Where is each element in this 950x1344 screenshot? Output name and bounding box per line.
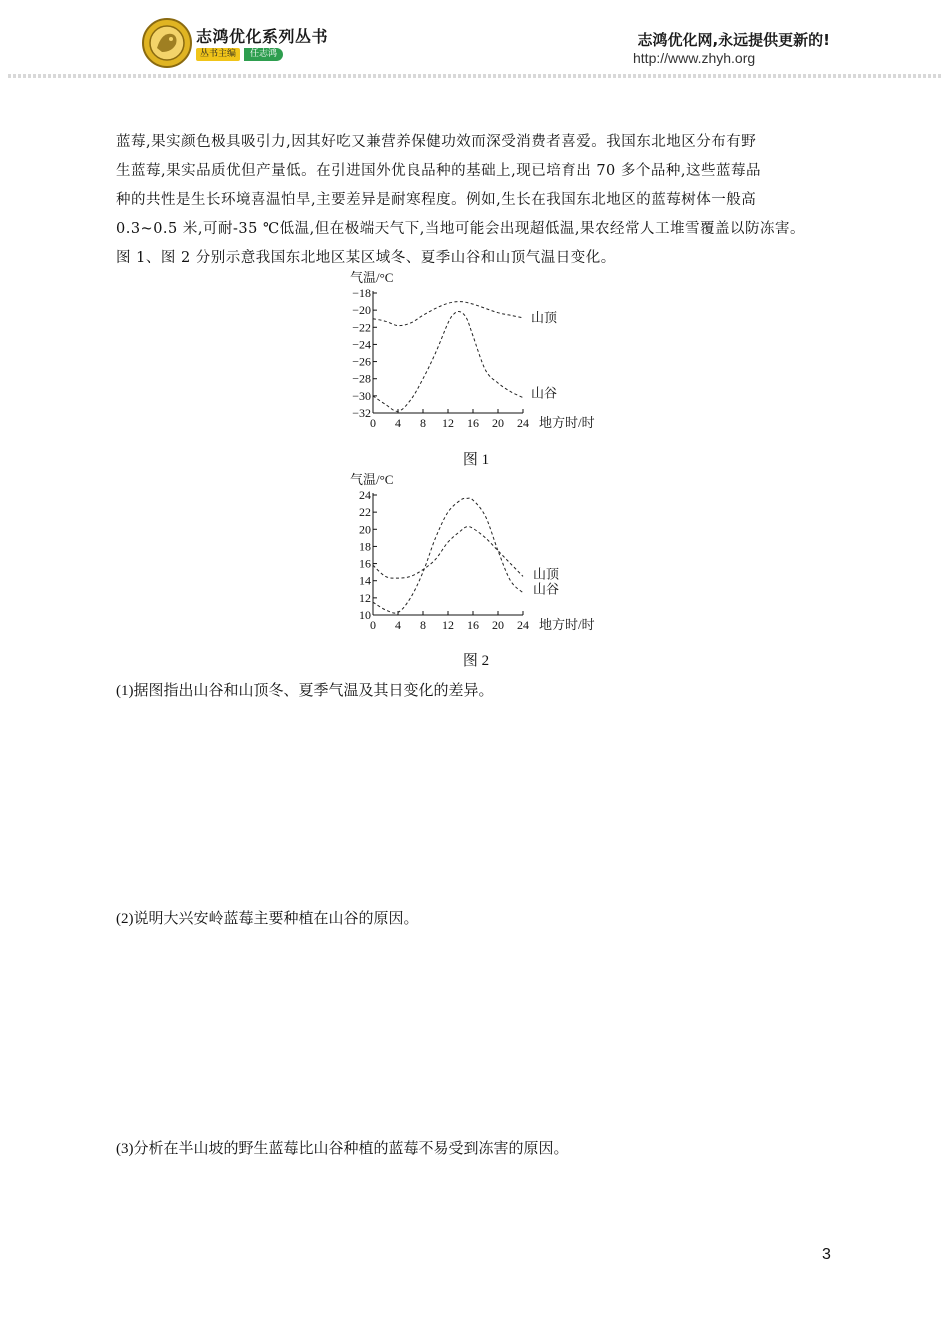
y-tick-label: 12 [359,590,371,605]
y-tick-label: −28 [352,371,371,386]
x-tick-label: 16 [467,618,479,632]
y-tick-label: 24 [359,488,371,502]
y-tick-label: −26 [352,354,371,369]
figure-2-chart [330,468,630,636]
series-label: 山谷 [531,385,558,401]
series-label: 山顶 [531,309,558,325]
x-tick-label: 4 [395,416,401,430]
intro-line: 生蓝莓,果实品质优但产量低。在引进国外优良品种的基础上,现已培育出 70 多个品种,这些蓝莓品 [116,163,761,179]
x-tick-label: 12 [442,618,454,632]
page-number: 3 [822,1246,831,1263]
y-tick-label: −30 [352,388,371,403]
y-tick-label: −24 [352,337,371,352]
intro-line: 0.3~0.5 米,可耐-35 ℃低温,但在极端天气下,当地可能会出现超低温,果农经常人工堆雪覆盖以防冻害。 [116,221,805,237]
intro-paragraph [116,128,846,273]
editor-label: 丛书主编 [196,48,240,61]
figure-1-chart [330,266,630,436]
x-tick-label: 8 [420,618,426,632]
figure-2-caption: 图 2 [462,653,490,669]
y-tick-label: −22 [352,320,371,335]
x-tick-label: 16 [467,416,479,430]
x-tick-label: 20 [492,618,504,632]
x-tick-label: 24 [517,416,529,430]
x-tick-label: 0 [370,618,376,632]
series-label: 山顶 [533,566,560,582]
series-line-山顶 [373,527,523,579]
x-tick-label: 12 [442,416,454,430]
x-tick-label: 8 [420,416,426,430]
y-tick-label: −20 [352,303,371,318]
header-divider [8,74,942,78]
editor-name: 任志鸿 [244,48,283,61]
x-axis-label: 地方时/时 [539,617,595,632]
x-tick-label: 4 [395,618,401,632]
y-tick-label: 10 [359,608,371,622]
y-axis-label: 气温/°C [350,472,394,487]
intro-line: 蓝莓,果实颜色极具吸引力,因其好吃又兼营养保健功效而深受消费者喜爱。我国东北地区分布有野 [116,134,757,150]
site-url[interactable]: http://www.zhyh.org [633,50,756,66]
intro-line: 种的共性是生长环境喜温怕旱,主要差异是耐寒程度。例如,生长在我国东北地区的蓝莓树体一般高 [116,192,757,208]
series-line-山谷 [373,498,523,613]
x-axis-label: 地方时/时 [539,415,595,430]
y-tick-label: 18 [359,539,371,554]
x-tick-label: 20 [492,416,504,430]
series-line-山谷 [373,312,523,412]
intro-line: 图 1、图 2 分别示意我国东北地区某区域冬、夏季山谷和山顶气温日变化。 [116,250,616,266]
series-title: 志鸿优化系列丛书 [196,27,329,46]
y-tick-label: 20 [359,522,371,537]
question-2: (2)说明大兴安岭蓝莓主要种植在山谷的原因。 [116,911,419,927]
logo-emblem-icon [142,18,192,68]
x-tick-label: 0 [370,416,376,430]
y-tick-label: 14 [359,573,371,588]
question-1: (1)据图指出山谷和山顶冬、夏季气温及其日变化的差异。 [116,683,494,699]
y-tick-label: 22 [359,505,371,520]
y-axis-label: 气温/°C [350,270,394,285]
series-label: 山谷 [533,581,560,597]
x-tick-label: 24 [517,618,529,632]
y-tick-label: −32 [352,406,371,420]
figure-1-caption: 图 1 [462,452,490,468]
site-slogan: 志鸿优化网,永远提供更新的! [637,31,830,49]
question-3: (3)分析在半山坡的野生蓝莓比山谷种植的蓝莓不易受到冻害的原因。 [116,1141,569,1157]
page-header [0,0,950,80]
y-tick-label: −18 [352,286,371,300]
y-tick-label: 16 [359,556,371,571]
